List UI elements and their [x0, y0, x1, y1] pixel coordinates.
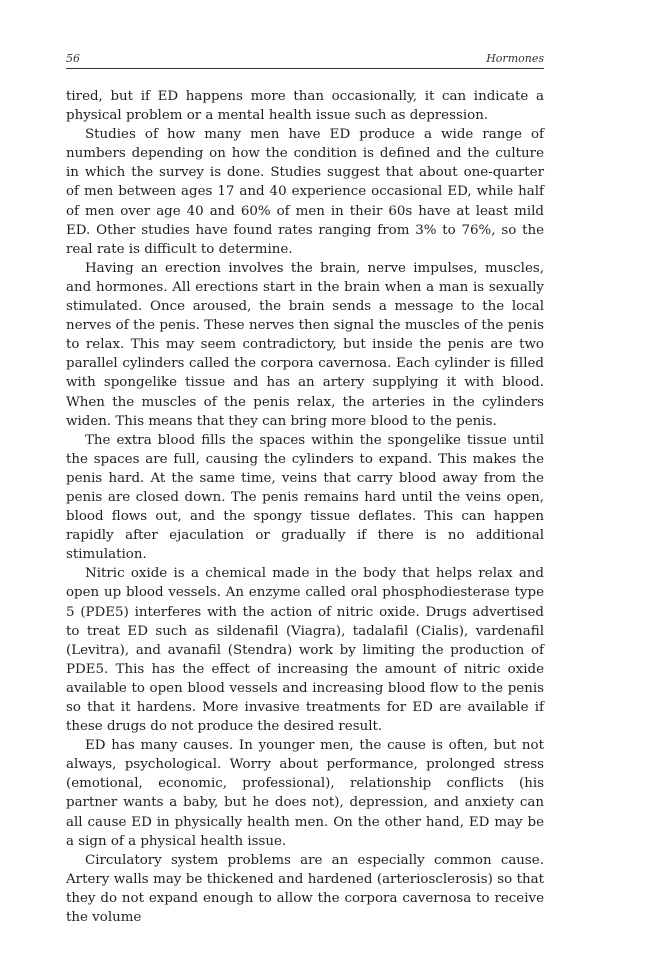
running-title: Hormones	[486, 52, 544, 65]
paragraph: Studies of how many men have ED produce a wide range of numbers depending on how the condition is defined and the culture in which the survey is done. Studies suggest that about one-quarter of men between ages 17 and 40 experience occasional ED, while half of men over age 40 and 60% of men in their 60s have at least mild ED. Other studies have found rates ranging from 3% to 76%, so the real rate is difficult to determine.	[66, 127, 544, 257]
book-page	[66, 52, 544, 927]
paragraph: Circulatory system problems are an especially common cause. Artery walls may be thickened and hardened (arteriosclerosis) so that they do not expand enough to allow the corpora cavernosa to receive the volume	[66, 852, 544, 926]
page-number: 56	[66, 52, 80, 65]
paragraph: ED has many causes. In younger men, the cause is often, but not always, psychological. Worry about performance, prolonged stress (emotional, economic, professional), relationship conflicts (his partner wants a baby, but he does not), depression, and anxiety can all cause ED in physically health men. On the other hand, ED may be a sign of a physical health issue.	[66, 738, 544, 849]
paragraph: tired, but if ED happens more than occasionally, it can indicate a physical problem or a mental health issue such as depression.	[66, 89, 544, 124]
running-header	[66, 52, 544, 69]
body-text	[66, 87, 544, 927]
paragraph: The extra blood fills the spaces within the spongelike tissue until the spaces are full, causing the cylinders to expand. This makes the penis hard. At the same time, veins that carry blood away from the penis are closed down. The penis remains hard until the veins open, blood flows out, and the spongy tissue deflates. This can happen rapidly after ejaculation or gradually if there is no additional stimulation.	[66, 432, 544, 563]
paragraph: Nitric oxide is a chemical made in the body that helps relax and open up blood vessels. An enzyme called oral phosphodiesterase type 5 (PDE5) interferes with the action of nitric oxide. Drugs advertised to treat ED such as sildenafil (Viagra), tadalafil (Cialis), vardenafil (Levitra), and avanafil (Stendra) work by limiting the production of PDE5. This has the effect of increasing the amount of nitric oxide available to open blood vessels and increasing blood flow to the penis so that it hardens. More invasive treatments for ED are available if these drugs do not produce the desired result.	[66, 566, 544, 735]
paragraph: Having an erection involves the brain, nerve impulses, muscles, and hormones. All erections start in the brain when a man is sexually stimulated. Once aroused, the brain sends a message to the local nerves of the penis. These nerves then signal the muscles of the penis to relax. This may seem contradictory, but inside the penis are two parallel cylinders called the corpora cavernosa. Each cylinder is filled with spongelike tissue and has an artery supplying it with blood. When the muscles of the penis relax, the arteries in the cylinders widen. This means that they can bring more blood to the penis.	[66, 260, 544, 429]
